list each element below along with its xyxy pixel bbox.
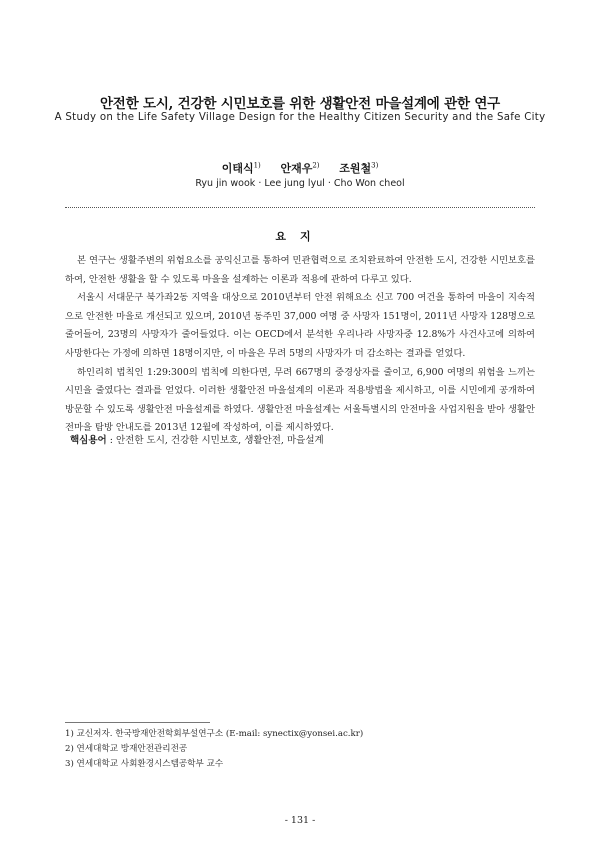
page-number: - 131 -	[284, 815, 316, 826]
author-list-english: Ryu jin wook · Lee jung lyul · Cho Won cheol	[195, 178, 405, 189]
abstract-heading: 요지	[275, 230, 325, 243]
footnote: 2) 연세대학교 방재안전관리전공	[65, 744, 188, 754]
author-name: 조원철	[339, 162, 372, 175]
author-footnote-mark: 1)	[253, 161, 261, 170]
author-footnote-mark: 2)	[312, 161, 320, 170]
keywords-line	[70, 432, 540, 446]
author-list	[0, 160, 600, 176]
title-korean: 안전한 도시, 건강한 시민보호를 위한 생활안전 마을설계에 관한 연구	[99, 96, 501, 112]
footnotes	[65, 727, 535, 772]
abstract-paragraph: 본 연구는 생활주변의 위험요소를 공익신고를 통하여 민관협력으로 조치완료하여 안전한 도시, 건강한 시민보호를 하여, 안전한 생활을 할 수 있도록 마을을 설계하는 이론과 적용에 관하여 다루고 있다.	[65, 255, 535, 285]
keywords-label: 핵심용어	[70, 435, 107, 446]
abstract-paragraph: 서울시 서대문구 북가좌2동 지역을 대상으로 2010년부터 안전 위해요소 신고 700 여건을 통하여 마을이 지속적으로 안전한 마을로 개선되고 있으며, 2010년 동주민 37,000 여명 중 사망자 151명이, 2011년 사망자 128명으로 줄어들어, 23명의 사망자가 줄어들었다. 이는 OECD에서 분석한 우리나라 사망자중 12.8%가 사건사고에 의하여 사망한다는 가정에 의하면 18명이지만, 이 마을은 무려 5명의 사망자가 더 감소하는 결과를 얻었다.	[65, 292, 535, 359]
footnote: 1) 교신저자. 한국방재안전학회부설연구소 (E-mail: synectix@yonsei.ac.kr)	[65, 729, 364, 739]
title-english: A Study on the Life Safety Village Design for the Healthy Citizen Security and the Safe City	[54, 112, 546, 123]
keywords-separator: :	[106, 435, 116, 446]
footnote-divider	[65, 722, 210, 723]
keywords-list: 안전한 도시, 건강한 시민보호, 생활안전, 마을설계	[115, 435, 324, 446]
author-footnote-mark: 3)	[371, 161, 379, 170]
footnote: 3) 연세대학교 사회환경시스템공학부 교수	[65, 759, 224, 769]
abstract-paragraph: 하인리히 법칙인 1:29:300의 법칙에 의한다면, 무려 667명의 중경상자를 줄이고, 6,900 여명의 위험을 느끼는 시민을 줄였다는 결과를 얻었다. 이러한 생활안전 마을설계의 이론과 적용방법을 제시하고, 이를 시민에게 공개하여 방문할 수 있도록 생활안전 마을설계를 하였다. 생활안전 마을설계는 서울특별시의 안전마을 사업지원을 받아 생활안전마을 탐방 안내도를 2013년 12월에 작성하여, 이를 제시하였다.	[65, 366, 535, 434]
author-name: 이태식	[221, 162, 254, 175]
abstract-body	[65, 252, 535, 438]
section-divider	[65, 207, 535, 208]
author-name: 안재우	[280, 162, 313, 175]
